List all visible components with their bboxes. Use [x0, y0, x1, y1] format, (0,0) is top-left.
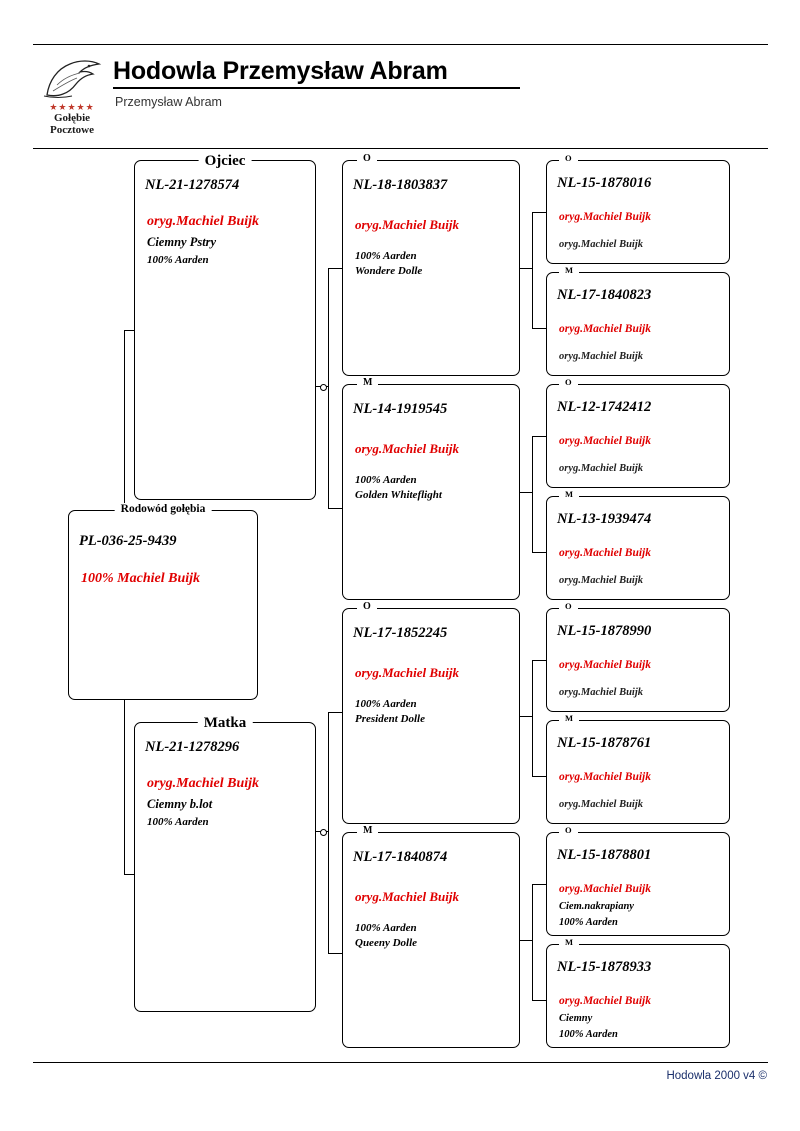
gen3-origin-2: oryg.Machiel Buijk — [559, 351, 644, 362]
connector — [124, 874, 134, 875]
connector — [328, 712, 342, 713]
gen2-name-2: Golden Whiteflight — [355, 489, 442, 501]
gen3-box-7[interactable] — [546, 825, 730, 936]
mother-color: Ciemny b.lot — [147, 797, 213, 811]
connector — [532, 328, 546, 329]
page-subtitle: Przemysław Abram — [115, 95, 222, 109]
gen2-strain-2: 100% Aarden — [355, 474, 417, 486]
gen3-ring-2: NL-17-1840823 — [557, 287, 652, 303]
connector-node — [320, 829, 327, 836]
father-legend: Ojciec — [199, 153, 252, 170]
gen3-origin-3: oryg.Machiel Buijk — [559, 463, 644, 474]
connector — [532, 660, 533, 716]
connector-node — [320, 384, 327, 391]
gen3-ring-3: NL-12-1742412 — [557, 399, 652, 415]
connector — [520, 940, 532, 941]
gen2-name-1: Wondere Dolle — [355, 265, 423, 277]
header-bottom-rule — [33, 148, 768, 149]
gen3-origin-6: oryg.Machiel Buijk — [559, 799, 644, 810]
pigeon-logo-icon — [39, 55, 105, 101]
connector — [124, 330, 134, 331]
gen2-ring-1: NL-18-1803837 — [353, 177, 448, 193]
gen2-name-3: President Dolle — [355, 713, 425, 725]
gen3-breeder-6: oryg.Machiel Buijk — [559, 771, 652, 783]
footer-rule — [33, 1062, 768, 1063]
gen2-legend-2: M — [357, 377, 378, 388]
page-title: Hodowla Przemysław Abram — [113, 57, 448, 85]
connector — [532, 940, 533, 1000]
father-ring: NL-21-1278574 — [145, 177, 240, 193]
gen3-breeder-4: oryg.Machiel Buijk — [559, 547, 652, 559]
title-underline — [113, 87, 520, 89]
gen2-box-1[interactable] — [342, 153, 520, 376]
connector — [532, 884, 546, 885]
connector — [532, 212, 546, 213]
gen3-color-7: Ciem.nakrapiany — [559, 901, 634, 912]
connector — [532, 268, 533, 328]
connector — [532, 436, 546, 437]
gen3-origin-1: oryg.Machiel Buijk — [559, 239, 644, 250]
father-color: Ciemny Pstry — [147, 235, 217, 249]
gen2-ring-4: NL-17-1840874 — [353, 849, 448, 865]
gen2-name-4: Queeny Dolle — [355, 937, 418, 949]
gen3-legend-5: O — [559, 601, 578, 611]
gen3-breeder-1: oryg.Machiel Buijk — [559, 211, 652, 223]
mother-box[interactable] — [134, 715, 316, 1012]
gen2-breeder-1: oryg.Machiel Buijk — [355, 217, 460, 232]
connector — [532, 212, 533, 268]
connector — [532, 716, 533, 776]
gen2-breeder-3: oryg.Machiel Buijk — [355, 665, 460, 680]
logo — [37, 55, 107, 150]
subject-legend: Rodowód gołębia — [115, 503, 212, 515]
gen3-breeder-8: oryg.Machiel Buijk — [559, 995, 652, 1007]
connector — [532, 436, 533, 492]
gen3-origin-4: oryg.Machiel Buijk — [559, 575, 644, 586]
gen3-color-8: Ciemny — [559, 1013, 593, 1024]
gen3-breeder-5: oryg.Machiel Buijk — [559, 659, 652, 671]
gen3-box-3[interactable] — [546, 377, 730, 488]
connector — [532, 660, 546, 661]
gen2-box-2[interactable] — [342, 377, 520, 600]
connector — [328, 268, 329, 386]
mother-breeder: oryg.Machiel Buijk — [147, 776, 260, 791]
gen3-ring-5: NL-15-1878990 — [557, 623, 652, 639]
subject-ring: PL-036-25-9439 — [79, 533, 177, 549]
connector — [328, 712, 329, 831]
gen3-box-4[interactable] — [546, 489, 730, 600]
gen3-box-1[interactable] — [546, 153, 730, 264]
mother-strain: 100% Aarden — [147, 816, 209, 828]
gen2-breeder-2: oryg.Machiel Buijk — [355, 441, 460, 456]
gen3-legend-8: M — [559, 937, 579, 947]
gen3-box-6[interactable] — [546, 713, 730, 824]
gen2-legend-3: O — [357, 601, 377, 612]
gen2-legend-1: O — [357, 153, 377, 164]
connector — [532, 552, 546, 553]
gen2-ring-3: NL-17-1852245 — [353, 625, 448, 641]
connector — [532, 776, 546, 777]
connector — [520, 268, 532, 269]
connector — [532, 884, 533, 940]
gen3-breeder-2: oryg.Machiel Buijk — [559, 323, 652, 335]
gen2-strain-3: 100% Aarden — [355, 698, 417, 710]
gen3-legend-3: O — [559, 377, 578, 387]
connector — [520, 492, 532, 493]
father-box[interactable] — [134, 153, 316, 500]
gen2-box-3[interactable] — [342, 601, 520, 824]
mother-legend: Matka — [198, 715, 253, 732]
gen3-legend-1: O — [559, 153, 578, 163]
footer-text: Hodowla 2000 v4 © — [666, 1070, 767, 1082]
connector — [328, 831, 329, 953]
connector — [328, 268, 342, 269]
gen3-box-5[interactable] — [546, 601, 730, 712]
gen2-strain-4: 100% Aarden — [355, 922, 417, 934]
logo-line-2: Pocztowe — [50, 124, 94, 136]
gen2-breeder-4: oryg.Machiel Buijk — [355, 889, 460, 904]
connector — [532, 492, 533, 552]
gen3-ring-1: NL-15-1878016 — [557, 175, 652, 191]
gen3-legend-7: O — [559, 825, 578, 835]
gen3-breeder-7: oryg.Machiel Buijk — [559, 883, 652, 895]
gen3-strain-7: 100% Aarden — [559, 917, 618, 928]
gen2-box-4[interactable] — [342, 825, 520, 1048]
connector — [328, 508, 342, 509]
gen3-ring-6: NL-15-1878761 — [557, 735, 652, 751]
logo-stars: ★★★★★ — [49, 102, 95, 112]
subject-box[interactable] — [68, 503, 258, 700]
subject-note: 100% Machiel Buijk — [81, 571, 201, 586]
gen3-legend-4: M — [559, 489, 579, 499]
gen3-strain-8: 100% Aarden — [559, 1029, 618, 1040]
father-breeder: oryg.Machiel Buijk — [147, 214, 260, 229]
gen3-ring-8: NL-15-1878933 — [557, 959, 652, 975]
connector — [532, 1000, 546, 1001]
connector — [328, 953, 342, 954]
gen3-ring-7: NL-15-1878801 — [557, 847, 652, 863]
mother-ring: NL-21-1278296 — [145, 739, 240, 755]
gen2-legend-4: M — [357, 825, 378, 836]
gen3-legend-2: M — [559, 265, 579, 275]
father-strain: 100% Aarden — [147, 254, 209, 266]
connector — [328, 386, 329, 508]
gen2-ring-2: NL-14-1919545 — [353, 401, 448, 417]
header-top-rule — [33, 44, 768, 45]
gen3-breeder-3: oryg.Machiel Buijk — [559, 435, 652, 447]
logo-line-1: Gołębie — [53, 112, 91, 124]
connector — [520, 716, 532, 717]
gen2-strain-1: 100% Aarden — [355, 250, 417, 262]
gen3-box-8[interactable] — [546, 937, 730, 1048]
gen3-box-2[interactable] — [546, 265, 730, 376]
gen3-origin-5: oryg.Machiel Buijk — [559, 687, 644, 698]
gen3-legend-6: M — [559, 713, 579, 723]
gen3-ring-4: NL-13-1939474 — [557, 511, 652, 527]
